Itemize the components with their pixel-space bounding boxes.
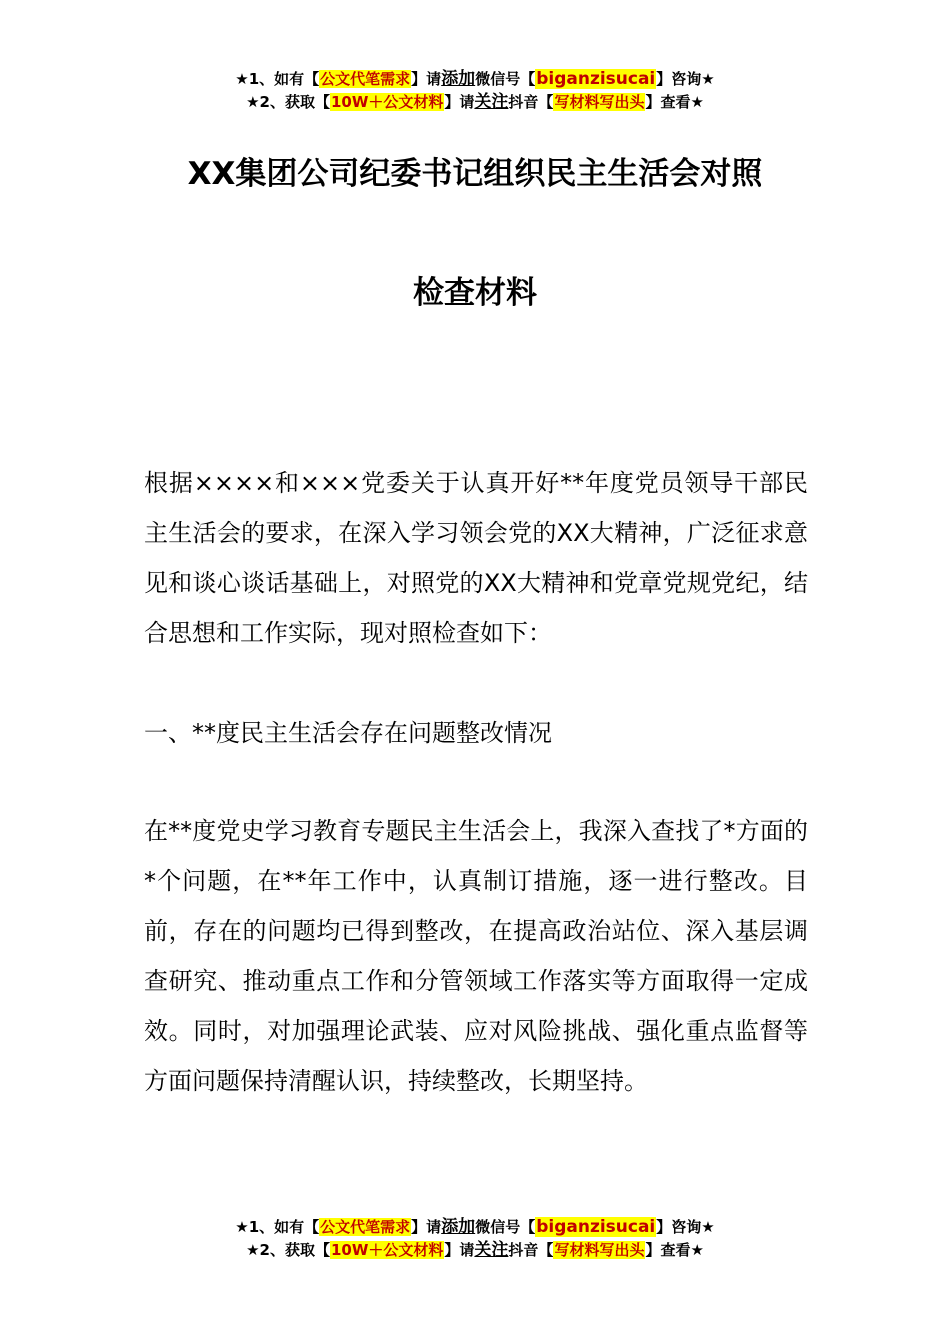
highlight-douyin: 写材料写出头 bbox=[554, 1241, 645, 1259]
highlight-materials: 10W＋公文材料 bbox=[330, 93, 444, 111]
intro-paragraph: 根据××××和×××党委关于认真开好**年度党员领导干部民主生活会的要求，在深入学习领会党的XX大精神，广泛征求意见和谈心谈话基础上，对照党的XX大精神和党章党规党纪，结合思想和工作实际，现对照检查如下： bbox=[144, 469, 808, 647]
highlight-wechat-id: biganzisucai bbox=[536, 1217, 656, 1237]
highlight-materials: 10W＋公文材料 bbox=[330, 1241, 444, 1259]
footer-banner bbox=[0, 1216, 950, 1262]
highlight-douyin: 写材料写出头 bbox=[554, 93, 645, 111]
highlight-service: 公文代笔需求 bbox=[320, 70, 411, 88]
highlight-wechat-id: biganzisucai bbox=[536, 69, 656, 89]
banner-line-1: ★1、如有【公文代笔需求】请添加微信号【biganzisucai】咨询★ bbox=[235, 1217, 715, 1237]
banner-line-1: ★1、如有【公文代笔需求】请添加微信号【biganzisucai】咨询★ bbox=[235, 69, 715, 89]
banner-line-2: ★2、获取【10W＋公文材料】请关注抖音【写材料写出头】查看★ bbox=[246, 1240, 704, 1260]
document-title-line-1: XX集团公司纪委书记组织民主生活会对照 bbox=[187, 156, 763, 192]
header-banner bbox=[0, 68, 950, 114]
section-1-paragraph: 在**度党史学习教育专题民主生活会上，我深入查找了*方面的*个问题，在**年工作中，认真制订措施，逐一进行整改。目前，存在的问题均已得到整改，在提高政治站位、深入基层调查研究、推动重点工作和分管领域工作落实等方面取得一定成效。同时，对加强理论武装、应对风险挑战、强化重点监督等方面问题保持清醒认识，持续整改，长期坚持。 bbox=[144, 817, 808, 1095]
highlight-service: 公文代笔需求 bbox=[320, 1218, 411, 1236]
section-heading-1: 一、**度民主生活会存在问题整改情况 bbox=[144, 719, 552, 747]
banner-line-2: ★2、获取【10W＋公文材料】请关注抖音【写材料写出头】查看★ bbox=[246, 92, 704, 112]
document-title-line-2: 检查材料 bbox=[413, 275, 537, 311]
